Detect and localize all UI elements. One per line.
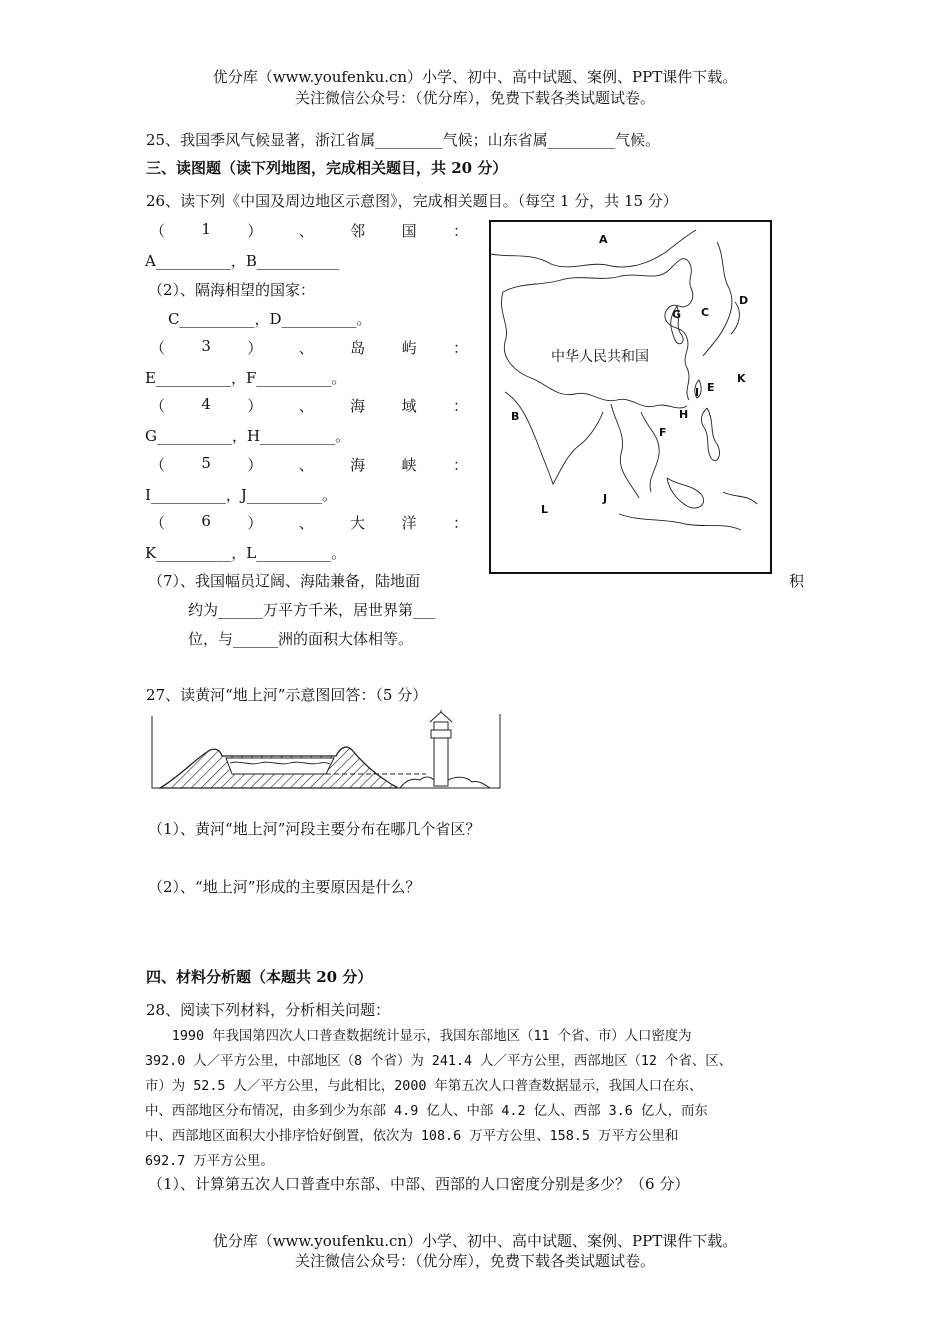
map-label-d: D: [739, 294, 749, 307]
q27-sub2: （2）、“地上河”形成的主要原因是什么？: [148, 878, 421, 896]
map-label-j: J: [603, 492, 608, 505]
q26-part7-line2: 约为______万平方千米，居世界第___: [188, 601, 436, 619]
q26-part7-line1-tail: 积: [789, 572, 805, 590]
map-label-c: C: [701, 306, 710, 319]
map-label-a: A: [599, 233, 608, 246]
q26-part2-label: （2）、隔海相望的国家：: [148, 281, 316, 299]
china-region-map: [489, 220, 772, 574]
q26-part7-line1: （7）、我国幅员辽阔、海陆兼备，陆地面: [148, 572, 421, 590]
q26-part2-answer: C__________，D__________。: [168, 310, 372, 328]
map-label-e: E: [707, 381, 715, 394]
q28-material-line5: 中、西部地区面积大小排序恰好倒置，依次为 108.6 万平方公里、158.5 万平方公里和: [145, 1129, 679, 1144]
map-outline-drawing: [491, 222, 772, 574]
page-footer-line2: 关注微信公众号：（优分库），免费下载各类试题试卷。: [294, 1252, 655, 1270]
q28-material-line1: 1990 年我国第四次人口普查数据统计显示，我国东部地区（11 个省、市）人口密度为: [145, 1029, 692, 1044]
page-footer-line1: 优分库（www.youfenku.cn）小学、初中、高中试题、案例、PPT课件下载。: [212, 1232, 738, 1250]
map-label-l: L: [541, 503, 549, 516]
q26-part6-label: （ 6 ） 、 大 洋 ：: [150, 512, 468, 532]
map-label-i: I: [695, 386, 700, 399]
map-label-f: F: [659, 426, 667, 439]
map-label-b: B: [511, 410, 520, 423]
question-27-title: 27、读黄河“地上河”示意图回答：（5 分）: [146, 686, 428, 704]
map-label-g: G: [672, 308, 682, 321]
q28-sub1: （1）、计算第五次人口普查中东部、中部、西部的人口密度分别是多少？（6 分）: [148, 1175, 690, 1193]
q26-part1-label: （ 1 ） 、 邻 国 ：: [150, 220, 468, 240]
map-country-label: 中华人民共和国: [551, 349, 649, 365]
section-4-heading: 四、材料分析题（本题共 20 分）: [146, 968, 373, 986]
q28-material-line3: 市）为 52.5 人／平方公里，与此相比，2000 年第五次人口普查数据显示，我国人口在东、: [145, 1079, 703, 1094]
q27-sub1: （1）、黄河“地上河”河段主要分布在哪几个省区？: [148, 820, 481, 838]
q26-part5-answer: I__________，J__________。: [145, 486, 337, 504]
map-label-k: K: [737, 372, 746, 385]
q26-part3-label: （ 3 ） 、 岛 屿 ：: [150, 337, 468, 357]
q26-part5-label: （ 5 ） 、 海 峡 ：: [150, 454, 468, 474]
question-28-title: 28、阅读下列材料，分析相关问题：: [146, 1001, 391, 1019]
map-label-h: H: [679, 408, 689, 421]
q26-part4-label: （ 4 ） 、 海 域 ：: [150, 395, 468, 415]
q26-part7-line3: 位，与______洲的面积大体相等。: [188, 630, 414, 648]
q26-part4-answer: G__________，H__________。: [145, 427, 351, 445]
q26-part1-answer: A__________，B___________: [145, 252, 340, 270]
yellow-river-figure: [150, 710, 502, 794]
q26-part3-answer: E__________，F__________。: [145, 369, 347, 387]
page-header-line1: 优分库（www.youfenku.cn）小学、初中、高中试题、案例、PPT课件下载。: [212, 68, 738, 86]
question-26-title: 26、读下列《中国及周边地区示意图》，完成相关题目。（每空 1 分，共 15 分）: [146, 192, 678, 210]
section-3-heading: 三、读图题（读下列地图，完成相关题目，共 20 分）: [146, 159, 508, 177]
page-header-line2: 关注微信公众号：（优分库），免费下载各类试题试卷。: [294, 89, 655, 107]
q28-material-line4: 中、西部地区分布情况，由多到少为东部 4.9 亿人、中部 4.2 亿人、西部 3.6 亿人，而东: [145, 1104, 708, 1119]
yellow-river-diagram: [150, 710, 502, 794]
q28-material-line2: 392.0 人／平方公里，中部地区（8 个省）为 241.4 人／平方公里，西部地区（12 个省、区、: [145, 1054, 733, 1069]
question-25: 25、我国季风气候显著，浙江省属_________气候；山东省属_________气候。: [146, 131, 661, 149]
q26-part6-answer: K__________，L__________。: [145, 544, 347, 562]
q28-material-line6: 692.7 万平方公里。: [145, 1154, 274, 1169]
